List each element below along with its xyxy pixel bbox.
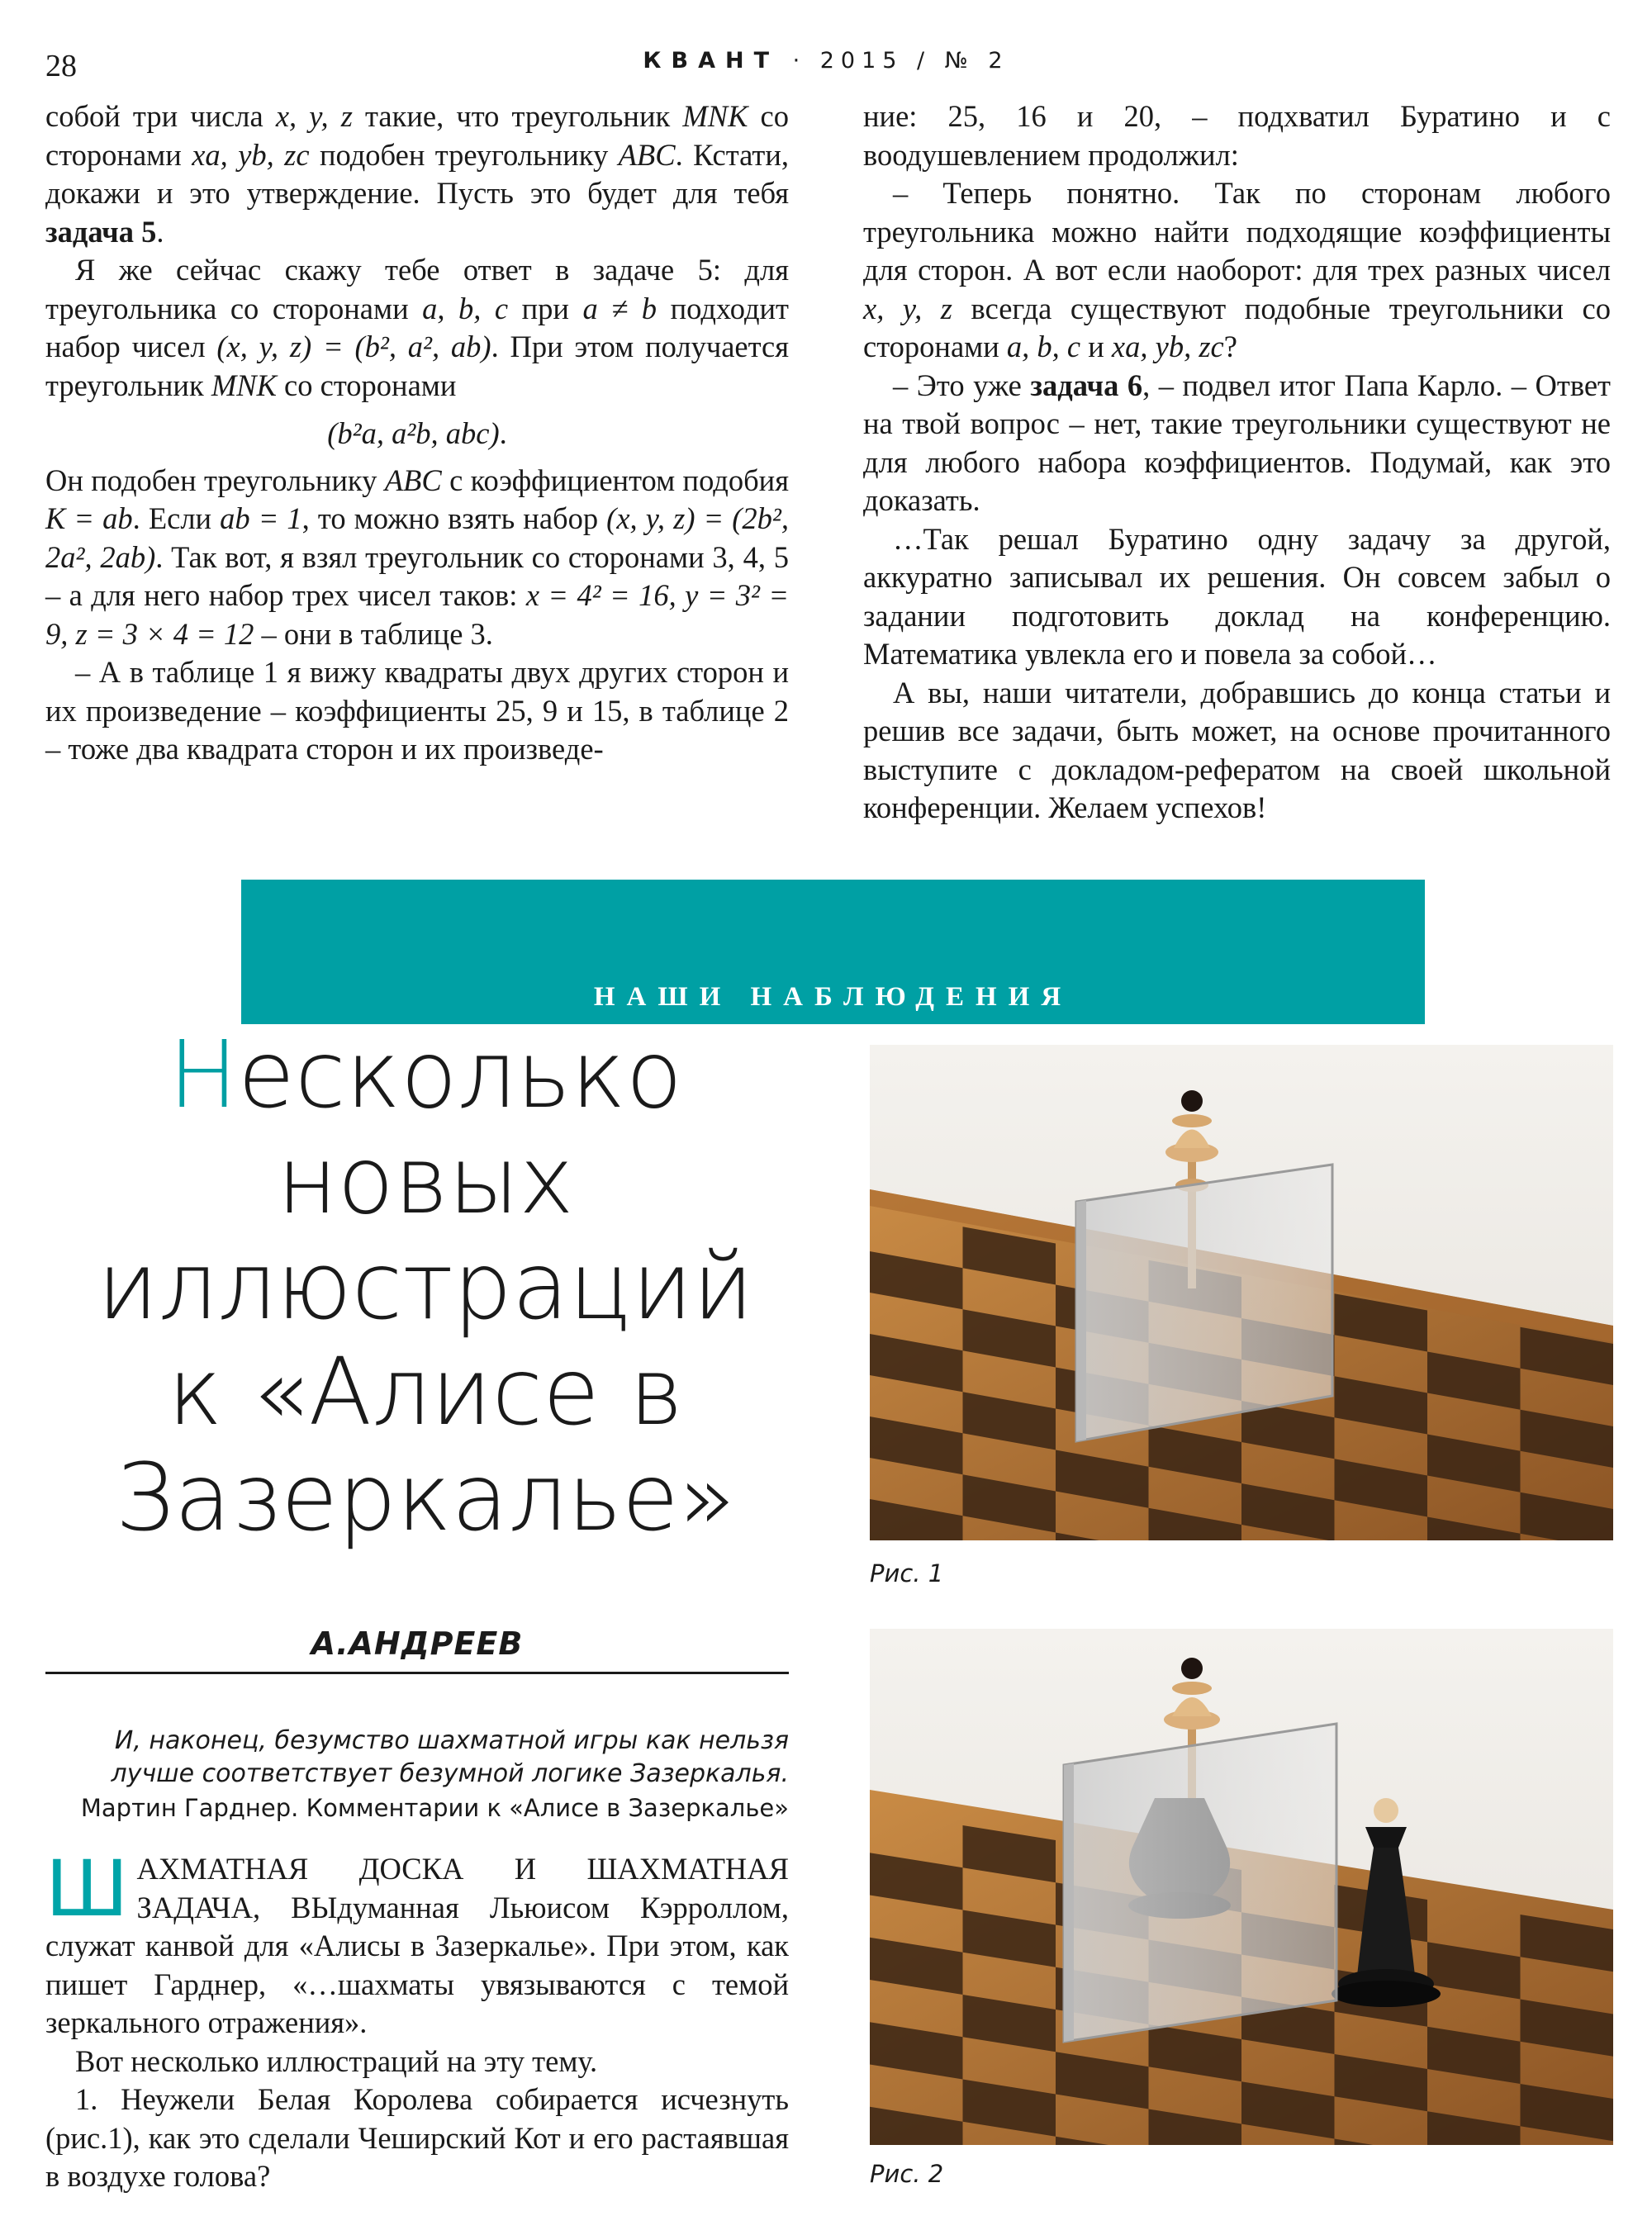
right-paragraph-3: – Это уже задача 6, – подвел итог Папа Карло. – Ответ на твой вопрос – нет, такие треугольники существуют не для любого набора коэффициентов. Подумай, как это доказать. (863, 368, 1611, 517)
formula-inline-1: (x, y, z) = (b², a², ab) (216, 330, 491, 363)
right-column (863, 97, 1611, 828)
left-paragraph-4: – А в таблице 1 я вижу квадраты двух других сторон и их произведение – коэффициенты 25, 9 и 15, в таблице 2 – тоже два квадрата сторон и их произведе- (45, 655, 789, 766)
author-divider (45, 1672, 789, 1674)
page-number: 28 (45, 49, 77, 83)
journal-name: КВАНТ (643, 48, 779, 74)
figure-2-caption: Рис. 2 (870, 2160, 944, 2188)
figure-2-photo (870, 1629, 1613, 2145)
figure-1-caption: Рис. 1 (870, 1559, 944, 1587)
title-line-5: Зазеркалье» (115, 1445, 736, 1552)
article-body (45, 1844, 789, 2196)
lead-paragraph: ШАХМАТНАЯ ДОСКА И ШАХМАТНАЯ ЗАДАЧА, ВЫдуманная Льюисом Кэрроллом, служат канвой для «Алисы в Зазеркалье». При этом, как пишет Гарднер, «…шахматы увязываются с темой зеркального отражения». (45, 1844, 789, 2039)
epigraph: И, наконец, безумство шахматной игры как нельзя лучше соответствует безумной логике Зазеркалья. (111, 1726, 789, 1788)
body-paragraph-3: 1. Неужели Белая Королева собирается исчезнуть (рис.1), как это сделали Чеширский Кот и его растаявшая в воздухе голова? (45, 2082, 789, 2193)
figure-1-photo (870, 1045, 1613, 1540)
article-title (45, 1023, 805, 1551)
right-paragraph-4: …Так решал Буратино одну задачу за другой, аккуратно записывал их решения. Он совсем забыл о задании подготовить доклад на конференцию. Математика увлекла его и повела за собой… (863, 521, 1611, 671)
body-paragraph-2: Вот несколько иллюстраций на эту тему. (75, 2043, 598, 2078)
journal-issue: · 2015 / № 2 (792, 48, 1009, 74)
task-6-label: задача 6 (1030, 368, 1143, 402)
section-banner (241, 880, 1425, 1024)
left-paragraph-2: Я же сейчас скажу тебе ответ в задаче 5: для треугольника со сторонами a, b, c при a ≠ b подходит набор чисел (x, y, z) = (b², a², ab). При этом получается треугольник MNK со сторонами (45, 253, 789, 402)
right-paragraph-2: – Теперь понятно. Так по сторонам любого треугольника можно найти подходящие коэффициенты для сторон. А вот если наоборот: для трех разных чисел x, y, z всегда существуют подобные треугольники со сторонами a, b, c и xa, yb, zc? (863, 176, 1611, 363)
title-line-2: новых (277, 1127, 574, 1235)
right-paragraph-1: ние: 25, 16 и 20, – подхватил Буратино и с воодушевлением продолжил: (863, 99, 1611, 172)
epigraph-source: Мартин Гарднер. Комментарии к «Алисе в Зазеркалье» (80, 1794, 789, 1822)
left-paragraph-1: собой три числа x, y, z такие, что треугольник MNK со сторонами xa, yb, zc подобен треугольнику ABC. Кстати, докажи и это утверждение. Пусть это будет для тебя задача 5. (45, 99, 790, 249)
formula-inline-3: x = 4² = 16, y = 3² = 9, z = 3 × 4 = 12 (45, 578, 790, 651)
section-label: НАШИ НАБЛЮДЕНИЯ (593, 982, 1073, 1012)
dropcap: Ш (45, 1844, 129, 1934)
author-name: А.АНДРЕЕВ (311, 1625, 524, 1662)
formula-display: (b²a, a²b, abc). (327, 416, 507, 450)
title-line-4: к «Алисе в (167, 1339, 684, 1446)
left-column (45, 97, 789, 769)
formula-inline-2: (x, y, z) = (2b², 2a², 2ab) (45, 501, 789, 574)
right-paragraph-5: А вы, наши читатели, добравшись до конца статьи и решив все задачи, быть может, на основе прочитанного выступите с докладом-рефератом на своей школьной конференции. Желаем успехов! (863, 675, 1611, 824)
title-line-3: иллюстраций (97, 1233, 754, 1341)
left-paragraph-3: Он подобен треугольнику ABC с коэффициентом подобия K = ab. Если ab = 1, то можно взять набор (x, y, z) = (2b², 2a², 2ab). Так вот, я взял треугольник со сторонами 3, 4, 5 – а для него набор трех чисел таков: x = 4² = 16, y = 3² = 9, z = 3 × 4 = 12 – они в таблице 3. (45, 463, 790, 651)
task-5-label: задача 5 (45, 214, 157, 249)
journal-header (0, 48, 1652, 74)
title-initial: Н (168, 1022, 239, 1129)
title-line-1: Несколько (168, 1022, 683, 1129)
